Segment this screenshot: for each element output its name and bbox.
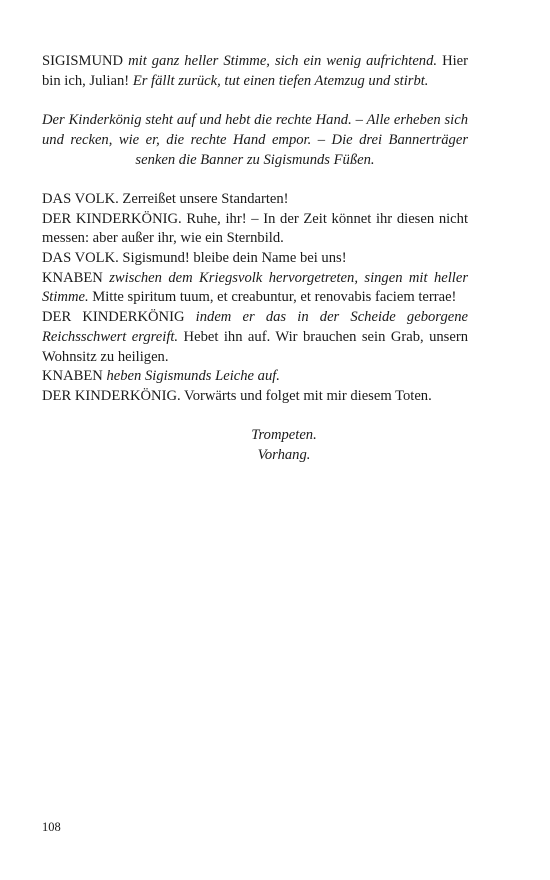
speaker-name: SIGISMUND bbox=[42, 53, 124, 69]
stage-direction-inline: heben Sigismunds Leiche auf. bbox=[106, 368, 280, 385]
speech-line bbox=[42, 308, 468, 367]
speaker-name: DER KINDERKÖNIG. bbox=[42, 210, 182, 227]
stage-direction-inline: mit ganz heller Stimme, sich ein wenig aufrichtend. bbox=[128, 53, 438, 69]
speech-line bbox=[42, 210, 468, 249]
speech-text: Ruhe, ihr! – In der Zeit könnet ihr diesen nicht messen: aber außer ihr, wie ein Sternbild. bbox=[42, 210, 468, 247]
speaker-name: KNABEN bbox=[42, 368, 103, 385]
speaker-name: DAS VOLK. bbox=[42, 250, 119, 266]
stage-direction: Der Kinderkönig steht auf und hebt die rechte Hand. – Alle erheben sich und recken, wie er, die rechte Hand empor. – Die drei Bannerträger senken die Banner zu Sigismunds Füßen. bbox=[42, 112, 468, 168]
stage-direction-inline: Er fällt zurück, tut einen tiefen Atemzug und stirbt. bbox=[132, 72, 429, 89]
speech-line bbox=[42, 367, 468, 387]
speech-sigismund bbox=[42, 52, 468, 91]
stage-direction-block bbox=[42, 111, 468, 170]
speech-text: Hebet ihn auf. Wir brauchen sein Grab, unsern Wohnsitz zu heiligen. bbox=[42, 328, 468, 365]
speech-line bbox=[42, 269, 468, 308]
stage-direction-inline: indem er das in der Scheide geborgene Reichsschwert ergreift. bbox=[42, 309, 468, 345]
page-body bbox=[42, 52, 468, 466]
speaker-name: DAS VOLK. bbox=[42, 190, 119, 207]
closing-line: Vorhang. bbox=[257, 447, 311, 464]
speaker-name: DER KINDERKÖNIG. bbox=[42, 387, 181, 404]
page-number: 108 bbox=[42, 820, 61, 834]
speech-line bbox=[42, 249, 468, 269]
speaker-name: KNABEN bbox=[42, 269, 103, 286]
speech-text: Zerreißet unsere Standarten! bbox=[122, 190, 289, 207]
stage-direction-inline: zwischen dem Kriegsvolk hervorgetreten, singen mit heller Stimme. bbox=[42, 269, 468, 306]
closing-line: Trompeten. bbox=[251, 427, 317, 444]
speaker-name: DER KINDERKÖNIG bbox=[42, 309, 185, 326]
speech-text: Hier bin ich, Julian! bbox=[42, 53, 468, 89]
closing-directions bbox=[42, 426, 468, 465]
speech-line bbox=[42, 387, 468, 407]
speech-text: Sigismund! bleibe dein Name bei uns! bbox=[122, 250, 347, 266]
speech-text: Vorwärts und folget mit mir diesem Toten. bbox=[184, 387, 432, 404]
speech-line bbox=[42, 190, 468, 210]
speech-text: Mitte spiritum tuum, et creabuntur, et renovabis faciem terrae! bbox=[92, 289, 457, 306]
